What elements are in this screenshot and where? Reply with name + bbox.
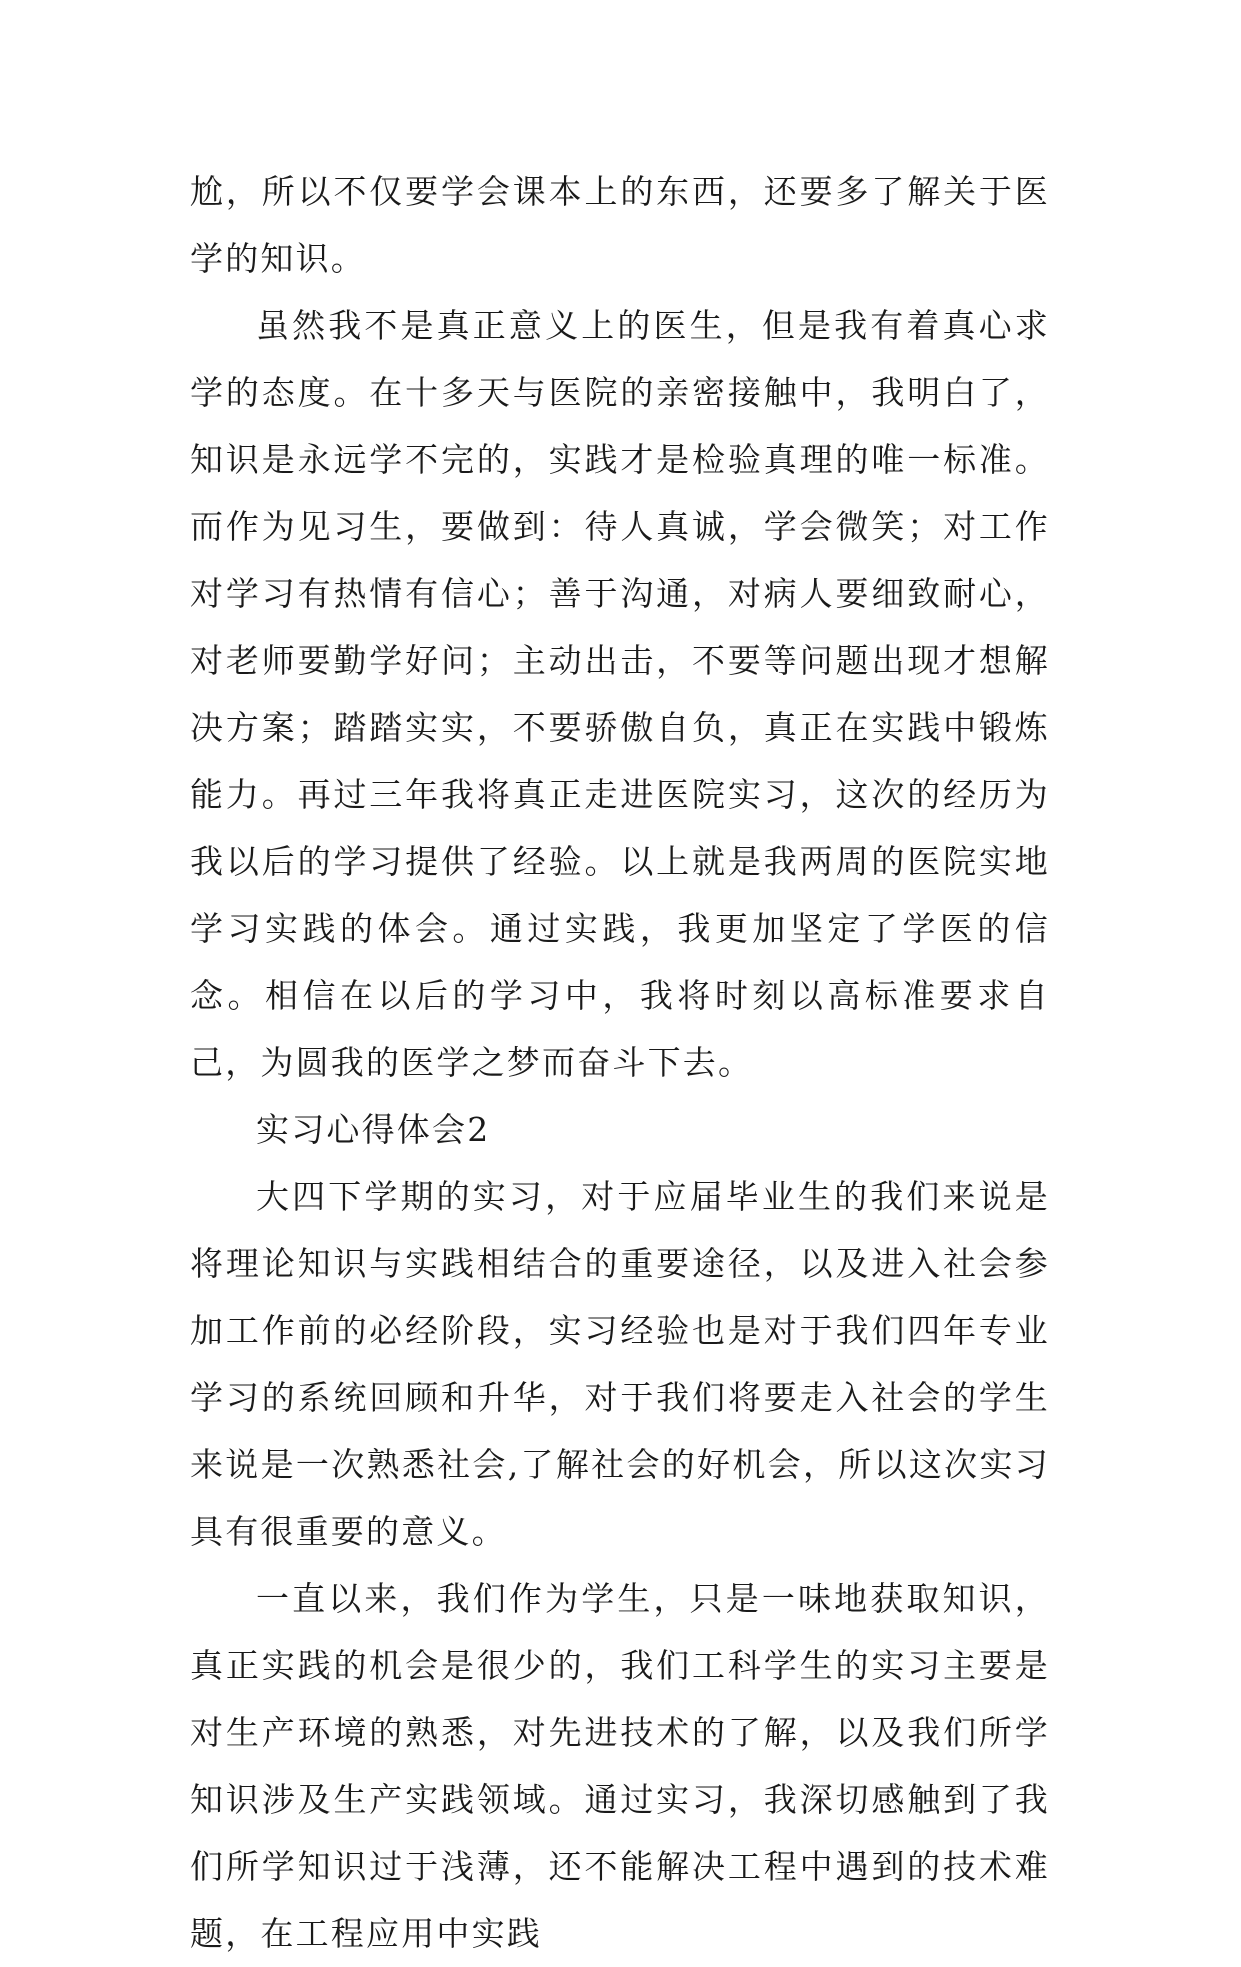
document-body <box>190 158 1050 1967</box>
paragraph-internship-intro: 大四下学期的实习，对于应届毕业生的我们来说是将理论知识与实践相结合的重要途径，以及进入社会参加工作前的必经阶段，实习经验也是对于我们四年专业学习的系统回顾和升华，对于我们将要走入社会的学生来说是一次熟悉社会,了解社会的好机会，所以这次实习具有很重要的意义。 <box>190 1177 1050 1551</box>
section-heading: 实习心得体会2 <box>256 1110 491 1149</box>
paragraph-continued: 尬，所以不仅要学会课本上的东西，还要多了解关于医学的知识。 <box>190 172 1050 278</box>
paragraph-internship-experience: 一直以来，我们作为学生，只是一味地获取知识，真正实践的机会是很少的，我们工科学生的实习主要是对生产环境的熟悉，对先进技术的了解，以及我们所学知识涉及生产实践领域。通过实习，我深切感触到了我们所学知识过于浅薄，还不能解决工程中遇到的技术难题，在工程应用中实践 <box>190 1579 1050 1953</box>
paragraph-reflection: 虽然我不是真正意义上的医生，但是我有着真心求学的态度。在十多天与医院的亲密接触中，我明白了，知识是永远学不完的，实践才是检验真理的唯一标准。而作为见习生，要做到：待人真诚，学会微笑；对工作对学习有热情有信心；善于沟通，对病人要细致耐心，对老师要勤学好问；主动出击，不要等问题出现才想解决方案；踏踏实实，不要骄傲自负，真正在实践中锻炼能力。再过三年我将真正走进医院实习，这次的经历为我以后的学习提供了经验。以上就是我两周的医院实地学习实践的体会。通过实践，我更加坚定了学医的信念。相信在以后的学习中，我将时刻以高标准要求自己，为圆我的医学之梦而奋斗下去。 <box>190 306 1050 1082</box>
